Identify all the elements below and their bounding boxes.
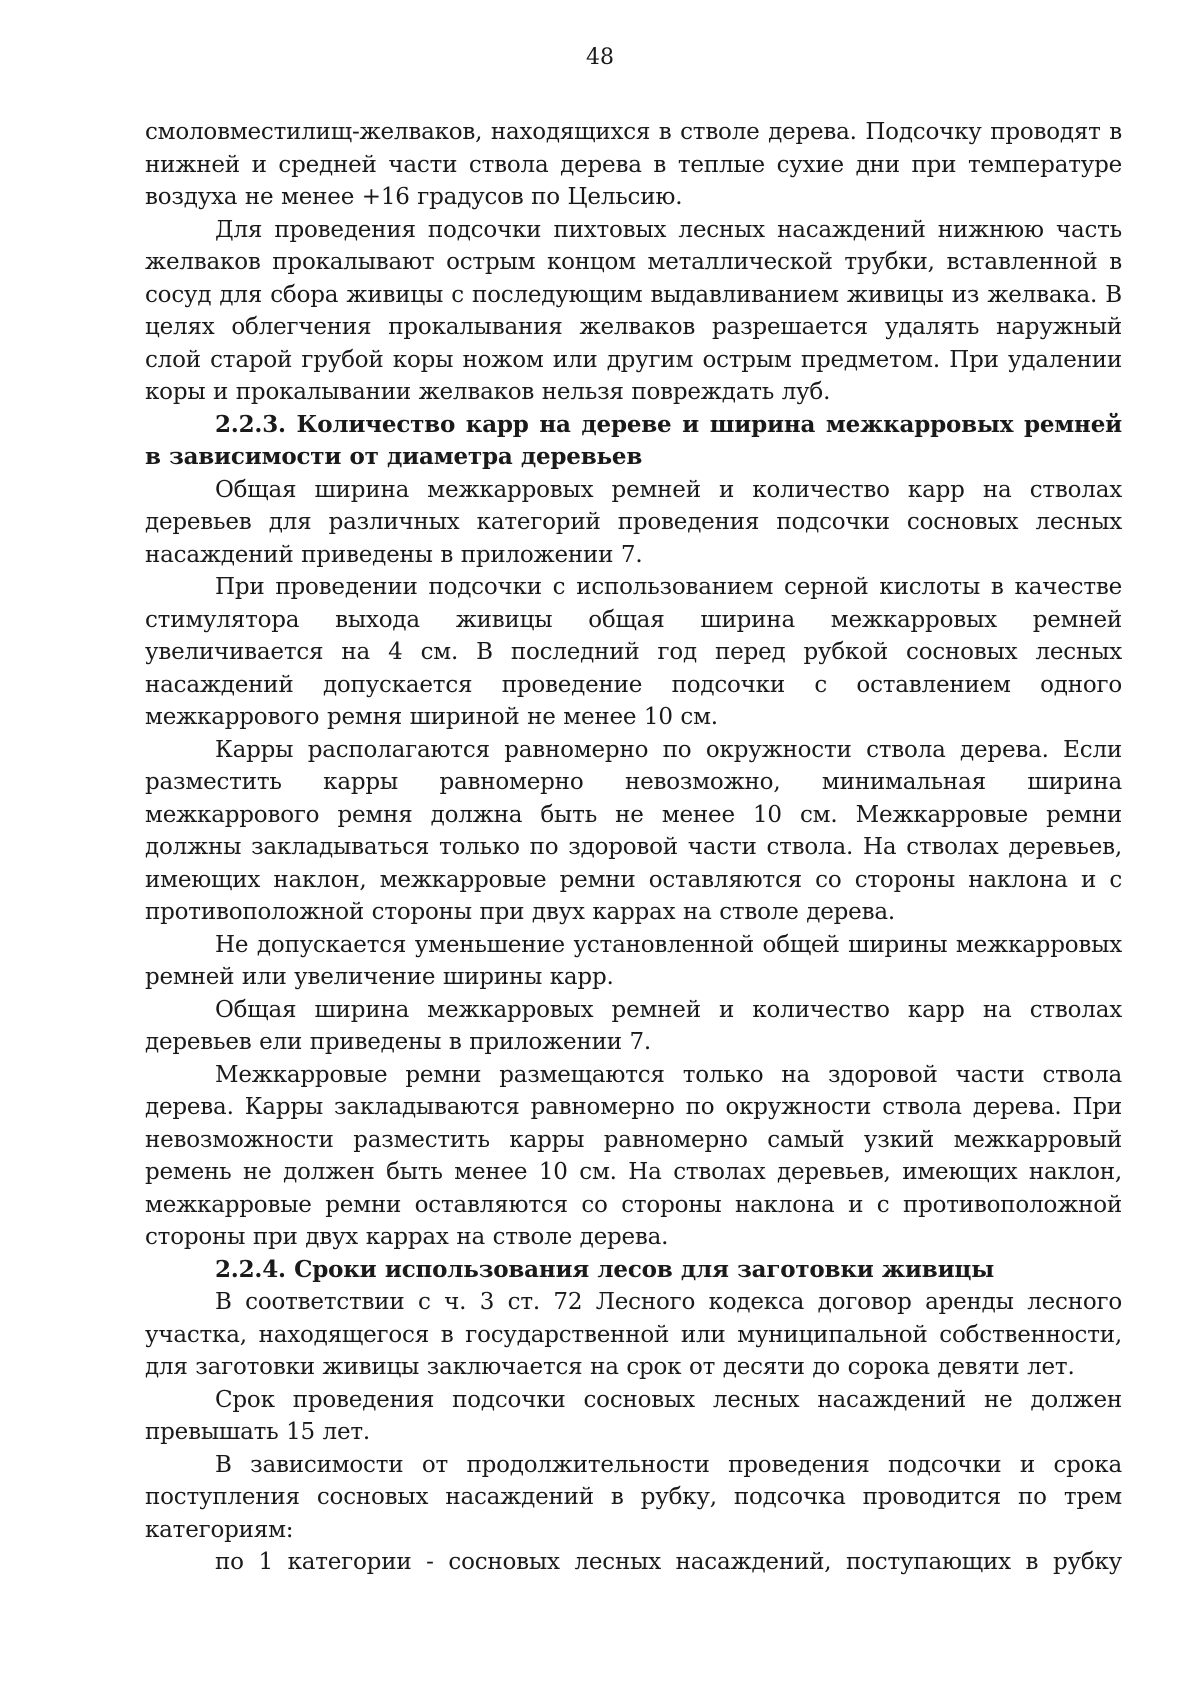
paragraph-lease-term: В соответствии с ч. 3 ст. 72 Лесного кодекса договор аренды лесного участка, находящегося в государственной или муниципальной собственности, для заготовки живицы заключается на срок от десяти до сорока девяти лет. (145, 1289, 1122, 1380)
paragraph-categories: В зависимости от продолжительности проведения подсочки и срока поступления сосновых насаждений в рубку, подсочка проводится по трем категориям: (145, 1451, 1122, 1543)
section-heading-2-2-4: 2.2.4. Сроки использования лесов для заготовки живицы (215, 1255, 995, 1283)
paragraph-carre-placement: Карры располагаются равномерно по окружности ствола дерева. Если разместить карры равномерно невозможно, минимальная ширина межкаррового ремня должна быть не менее 10 см. Межкарровые ремни должны закладываться только по здоровой части ствола. На стволах деревьев, имеющих наклон, межкарровые ремни оставляются со стороны наклона и с противоположной стороны при двух каррах на стволе дерева. (145, 736, 1122, 925)
paragraph-fir-tapping: Для проведения подсочки пихтовых лесных насаждений нижнюю часть желваков прокалывают острым концом металлической трубки, вставленной в сосуд для сбора живицы с последующим выдавливанием живицы из желвака. В целях облегчения прокалывания желваков разрешается удалять наружный слой старой грубой коры ножом или другим острым предметом. При удалении коры и прокалывании желваков нельзя повреждать луб. (145, 216, 1122, 405)
paragraph-sulfuric-acid: При проведении подсочки с использованием серной кислоты в качестве стимулятора выхода живицы общая ширина межкарровых ремней увеличивается на 4 см. В последний год перед рубкой сосновых лесных насаждений допускается проведение подсочки с оставлением одного межкаррового ремня шириной не менее 10 см. (145, 574, 1122, 730)
paragraph-no-reduction: Не допускается уменьшение установленной общей ширины межкарровых ремней или увеличение ширины карр. (145, 931, 1122, 990)
page-number: 48 (586, 45, 614, 70)
paragraph-category-1: по 1 категории - сосновых лесных насаждений, поступающих в рубку (215, 1549, 1122, 1575)
section-heading-2-2-3: 2.2.3. Количество карр на дереве и ширина межкарровых ремней в зависимости от диаметра деревьев (145, 410, 1122, 470)
paragraph-tapping-duration: Срок проведения подсочки сосновых лесных насаждений не должен превышать 15 лет. (145, 1386, 1122, 1445)
paragraph-spruce-placement: Межкарровые ремни размещаются только на здоровой части ствола дерева. Карры закладываются равномерно по окружности ствола дерева. При невозможности разместить карры равномерно самый узкий межкарровый ремень не должен быть менее 10 см. На стволах деревьев, имеющих наклон, межкарровые ремни оставляются со стороны наклона и с противоположной стороны при двух каррах на стволе дерева. (145, 1061, 1122, 1250)
paragraph-spruce-belt-width: Общая ширина межкарровых ремней и количество карр на стволах деревьев ели приведены в приложении 7. (145, 996, 1122, 1055)
paragraph-continuation: смоловместилищ-желваков, находящихся в стволе дерева. Подсочку проводят в нижней и средней части ствола дерева в теплые сухие дни при температуре воздуха не менее +16 градусов по Цельсию. (145, 119, 1122, 210)
document-body (145, 116, 1122, 1579)
paragraph-pine-belt-width: Общая ширина межкарровых ремней и количество карр на стволах деревьев для различных категорий проведения подсочки сосновых лесных насаждений приведены в приложении 7. (145, 476, 1122, 568)
